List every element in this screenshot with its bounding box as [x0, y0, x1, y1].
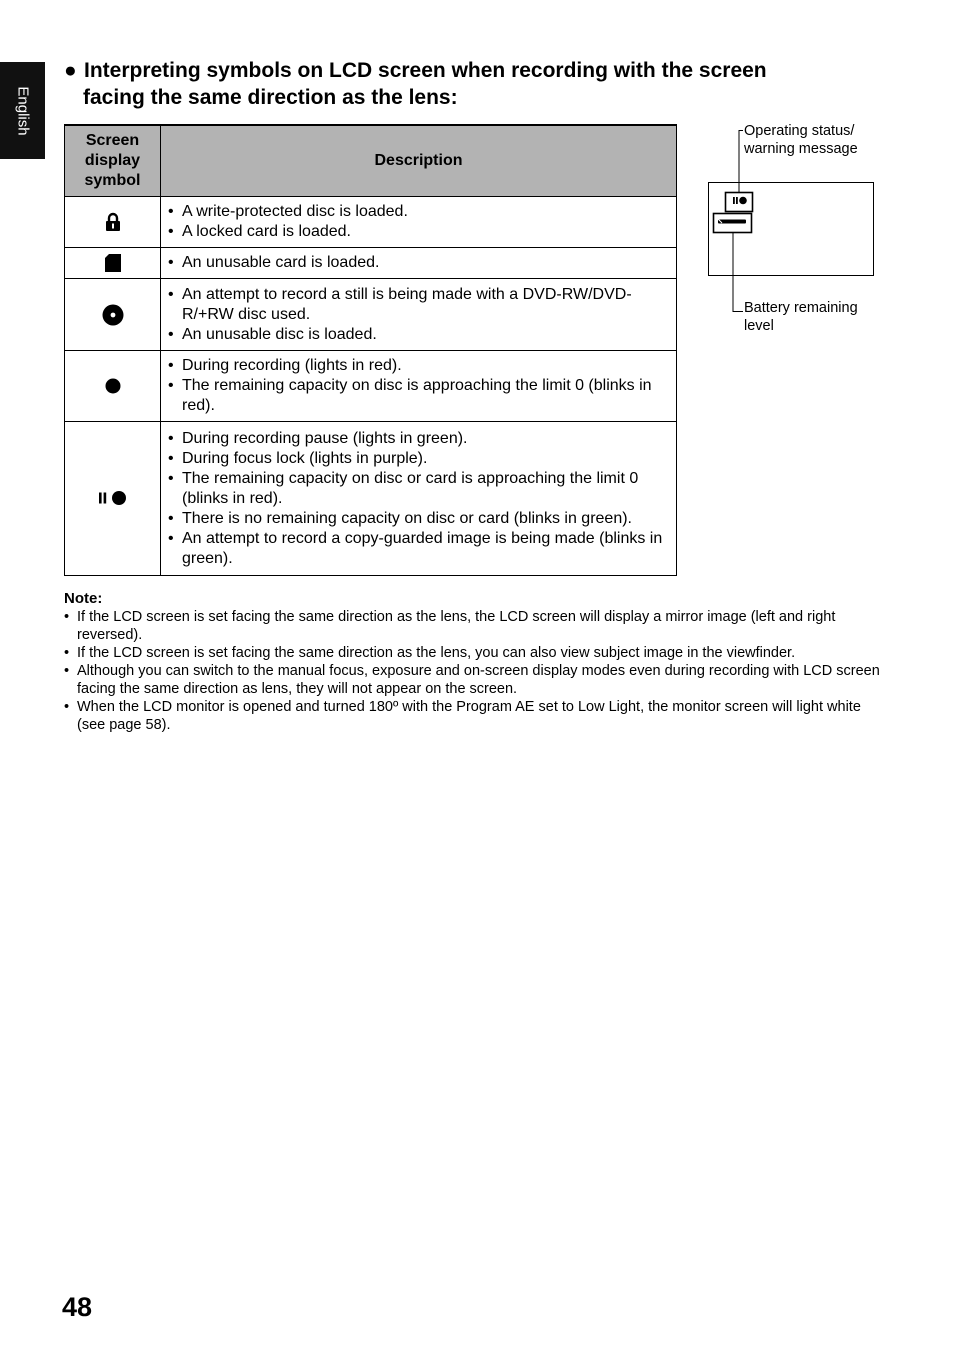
padlock-icon: [105, 212, 121, 232]
header-symbol-line-1: Screen: [85, 132, 140, 149]
list-item: • A write-protected disc is loaded.: [165, 202, 670, 222]
list-item: • An attempt to record a still is being made with a DVD-RW/DVD-R/+RW disc used.: [165, 285, 670, 325]
heading-bullet: ●: [64, 59, 77, 82]
table-row: [65, 279, 677, 351]
list-item: • A locked card is loaded.: [165, 222, 670, 242]
list-item: • During recording pause (lights in green).: [165, 429, 670, 449]
description-cell: [161, 422, 677, 576]
header-symbol-line-2: display: [84, 152, 141, 169]
list-item: • The remaining capacity on disc is approaching the limit 0 (blinks in red).: [165, 376, 670, 416]
lcd-status-symbol-icon: [726, 193, 753, 212]
description-cell: [161, 279, 677, 351]
list-item: • An attempt to record a copy-guarded image is being made (blinks in green).: [165, 529, 670, 569]
table-row: [65, 351, 677, 422]
language-tab: [0, 62, 45, 159]
note-item: • If the LCD screen is set facing the same direction as the lens, you can also view subject image in the viewfinder.: [64, 644, 884, 662]
card-icon: [104, 253, 122, 273]
list-item: • An unusable card is loaded.: [165, 253, 670, 273]
record-dot-icon: [105, 378, 121, 394]
note-item: • Although you can switch to the manual focus, exposure and on-screen display modes even during recording with LCD screen facing the same direction as lens, they will not appear on the screen.: [64, 662, 884, 698]
description-cell: [161, 248, 677, 279]
symbol-cell: [65, 248, 161, 279]
disc-icon: [102, 304, 124, 326]
description-cell: [161, 197, 677, 248]
description-cell: [161, 351, 677, 422]
notes-section: [64, 590, 884, 734]
note-item: • When the LCD monitor is opened and turned 180º with the Program AE set to Low Light, the monitor screen will light white (see page 58).: [64, 698, 884, 734]
heading-line-2: facing the same direction as the lens:: [83, 86, 458, 109]
operating-status-label-line-2: warning message: [744, 141, 858, 157]
list-item: • The remaining capacity on disc or card is approaching the limit 0 (blinks in red).: [165, 469, 670, 509]
header-symbol: [65, 125, 161, 197]
header-symbol-line-3: symbol: [84, 172, 141, 189]
note-title: Note:: [64, 590, 103, 607]
symbol-cell: [65, 422, 161, 576]
header-description: Description: [161, 125, 677, 197]
battery-leader-line: [733, 233, 743, 312]
lcd-battery-icon: [714, 214, 752, 233]
list-item: • During focus lock (lights in purple).: [165, 449, 670, 469]
list-item: • An unusable disc is loaded.: [165, 325, 670, 345]
section-heading: [64, 57, 854, 111]
language-tab-label: English: [14, 85, 31, 136]
operating-status-label-line-1: Operating status/: [744, 123, 855, 139]
symbols-table: [64, 124, 677, 576]
table-row: [65, 422, 677, 576]
table-header-row: [65, 125, 677, 197]
symbol-cell: [65, 279, 161, 351]
table-row: [65, 197, 677, 248]
list-item: • During recording (lights in red).: [165, 356, 670, 376]
operating-status-label: [744, 122, 858, 158]
symbol-cell: [65, 197, 161, 248]
battery-level-label-line-1: Battery remaining: [744, 300, 858, 316]
note-item: • If the LCD screen is set facing the same direction as the lens, the LCD screen will display a mirror image (left and right reversed).: [64, 608, 884, 644]
heading-line-1: Interpreting symbols on LCD screen when recording with the screen: [84, 59, 767, 82]
table-row: [65, 248, 677, 279]
page-number: 48: [62, 1292, 93, 1322]
symbol-cell: [65, 351, 161, 422]
pause-record-icon: [98, 490, 128, 506]
battery-level-label: [744, 299, 858, 335]
battery-level-label-line-2: level: [744, 318, 774, 334]
list-item: • There is no remaining capacity on disc or card (blinks in green).: [165, 509, 670, 529]
